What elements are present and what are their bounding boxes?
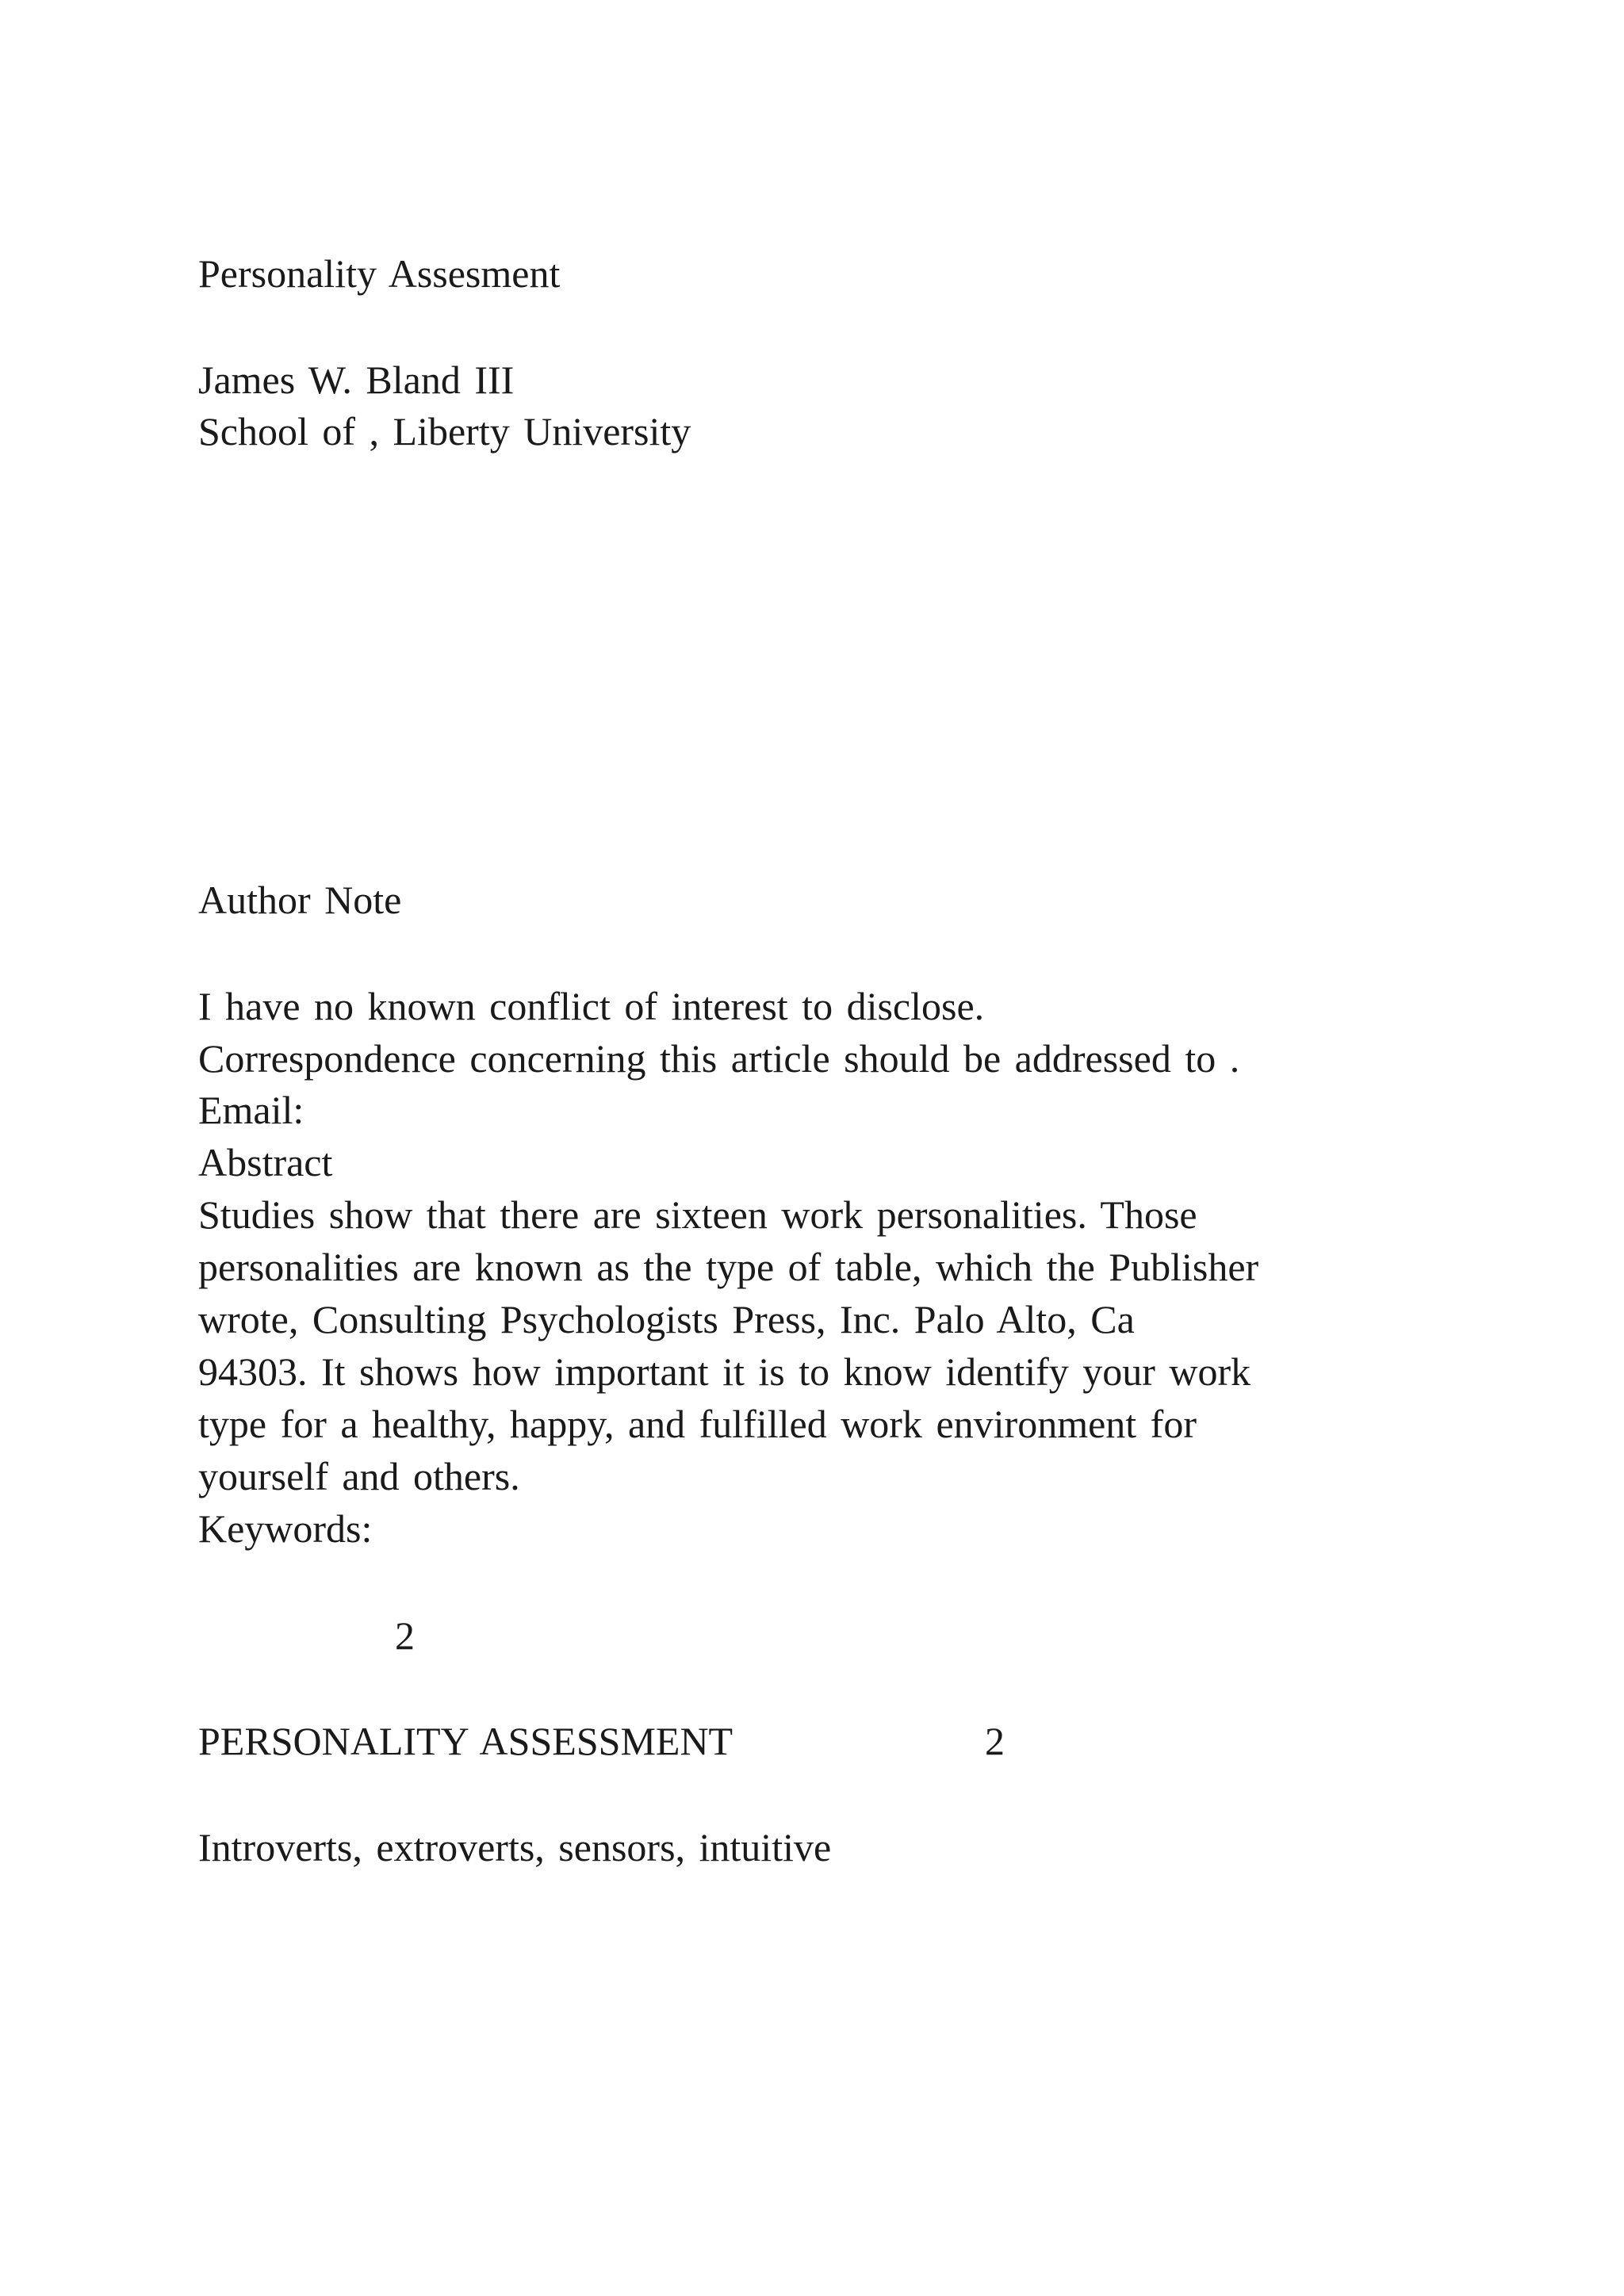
running-head: PERSONALITY ASSESSMENT <box>198 1719 733 1763</box>
abstract-line: wrote, Consulting Psychologists Press, Inc. Palo Alto, Ca <box>198 1297 1135 1341</box>
body-first-line: Introverts, extroverts, sensors, intuitive <box>198 1825 832 1869</box>
email-label: Email: <box>198 1088 304 1132</box>
abstract-heading: Abstract <box>198 1140 333 1184</box>
conflict-statement: I have no known conflict of interest to disclose. <box>198 984 985 1028</box>
abstract-line: 94303. It shows how important it is to know identify your work <box>198 1349 1251 1394</box>
paper-title: Personality Assesment <box>198 251 561 296</box>
abstract-line: yourself and others. <box>198 1454 520 1498</box>
author-affiliation: School of , Liberty University <box>198 409 691 453</box>
page-number: 2 <box>395 1613 415 1658</box>
correspondence-statement: Correspondence concerning this article should be addressed to . <box>198 1036 1240 1081</box>
abstract-line: Studies show that there are sixteen work personalities. Those <box>198 1192 1197 1237</box>
author-name: James W. Bland III <box>198 358 515 402</box>
running-head-page-number: 2 <box>985 1719 1005 1763</box>
author-note-heading: Author Note <box>198 878 402 922</box>
abstract-line: type for a healthy, happy, and fulfilled work environment for <box>198 1402 1197 1446</box>
abstract-line: personalities are known as the type of table, which the Publisher <box>198 1245 1259 1289</box>
keywords-label: Keywords: <box>198 1506 373 1551</box>
